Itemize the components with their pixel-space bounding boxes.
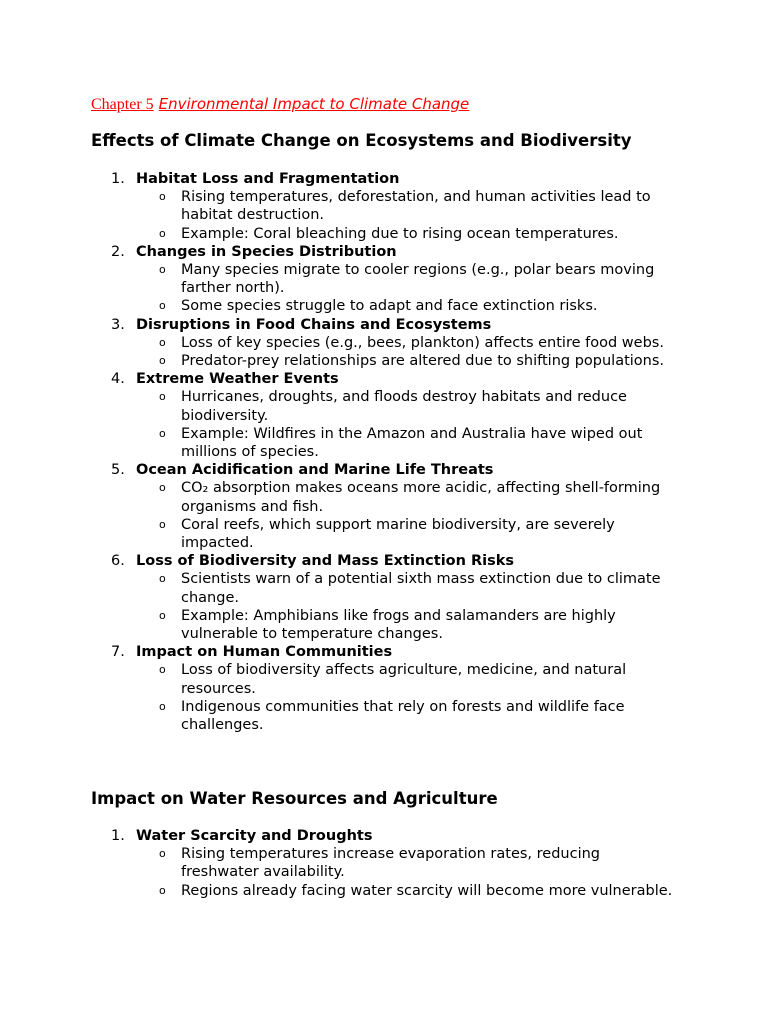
sub-item-text: Example: Wildfires in the Amazon and Australia have wiped out millions of species. [181,425,643,460]
item-number: 1. [111,171,125,187]
item-title: Ocean Acidification and Marine Life Threats [136,462,494,479]
list-item [0,243,768,316]
bullet-icon: o [159,335,166,349]
sub-item [0,479,681,515]
list-item [0,643,768,734]
sub-item [0,261,681,297]
sub-item [0,388,681,424]
sub-item [0,845,681,881]
bullet-icon: o [159,663,166,677]
sub-item [0,661,681,697]
item-number: 3. [111,316,125,333]
sub-item-text: Indigenous communities that rely on forests and wildlife face challenges. [181,698,625,733]
item-number: 1. [111,828,125,844]
sub-item-text: Coral reefs, which support marine biodiversity, are severely impacted. [181,516,615,551]
bullet-icon: o [159,226,166,240]
item-number: 5. [111,462,125,479]
list-item [0,552,768,643]
item-number: 6. [111,553,125,570]
chapter-heading [91,94,469,115]
sub-item-text: Example: Coral bleaching due to rising ocean temperatures. [181,225,619,242]
list-item [0,370,768,461]
bullet-icon: o [159,353,166,367]
item-title: Extreme Weather Events [136,371,339,388]
sub-item-text: Regions already facing water scarcity will become more vulnerable. [181,882,673,899]
sub-item [0,607,681,643]
list-item [0,827,768,900]
item-number: 4. [111,371,125,388]
bullet-icon: o [159,390,166,404]
sub-item-text: Many species migrate to cooler regions (e.g., polar bears moving farther north). [181,261,655,297]
bullet-icon: o [159,847,166,861]
item-title: Loss of Biodiversity and Mass Extinction Risks [136,553,515,570]
item-number: 7. [111,644,125,661]
item-title: Impact on Human Communities [136,644,393,661]
sub-item-text: Loss of biodiversity affects agriculture, medicine, and natural resources. [181,662,627,697]
sub-item [0,352,681,370]
sub-item-text: Predator-prey relationships are altered due to shifting populations. [181,352,665,369]
bullet-icon: o [159,262,166,276]
sub-item [0,225,681,243]
list-item [0,316,768,371]
sub-item-text: Some species struggle to adapt and face extinction risks. [181,298,598,315]
sub-item [0,698,681,734]
sub-item [0,297,681,315]
water-list [0,827,768,900]
list-item [0,461,768,552]
bullet-icon: o [159,517,166,531]
item-title: Water Scarcity and Droughts [136,828,373,844]
sub-item-text: Scientists warn of a potential sixth mass extinction due to climate change. [181,571,661,606]
item-title: Disruptions in Food Chains and Ecosystems [136,316,492,333]
sub-item [0,882,681,900]
bullet-icon: o [159,426,166,440]
sub-item-text: CO₂ absorption makes oceans more acidic, affecting shell-forming organisms and fish. [181,480,661,515]
sub-item [0,570,681,606]
section-heading-water: Impact on Water Resources and Agriculture [91,789,498,808]
item-title: Habitat Loss and Fragmentation [136,171,400,187]
sub-item [0,425,681,461]
sub-item-text: Loss of key species (e.g., bees, plankton) affects entire food webs. [181,334,664,351]
sub-item [0,516,681,552]
sub-item-text: Hurricanes, droughts, and floods destroy habitats and reduce biodiversity. [181,389,627,424]
bullet-icon: o [159,883,166,897]
list-item [0,170,768,243]
bullet-icon: o [159,572,166,586]
chapter-number: Chapter 5 [91,96,154,113]
sub-item-text: Rising temperatures, deforestation, and human activities lead to habitat destruction. [181,189,651,224]
item-title: Changes in Species Distribution [136,243,397,260]
sub-item-text: Example: Amphibians like frogs and salamanders are highly vulnerable to temperature changes. [181,607,616,642]
ecosystems-list [0,170,768,734]
sub-item [0,334,681,352]
bullet-icon: o [159,699,166,713]
bullet-icon: o [159,299,166,313]
sub-item-text: Rising temperatures increase evaporation rates, reducing freshwater availability. [181,846,600,881]
bullet-icon: o [159,190,166,204]
chapter-title: Environmental Impact to Climate Change [158,95,470,113]
sub-item [0,188,681,224]
bullet-icon: o [159,608,166,622]
bullet-icon: o [159,481,166,495]
section-heading-ecosystems: Effects of Climate Change on Ecosystems and Biodiversity [91,131,632,150]
item-number: 2. [111,243,125,260]
